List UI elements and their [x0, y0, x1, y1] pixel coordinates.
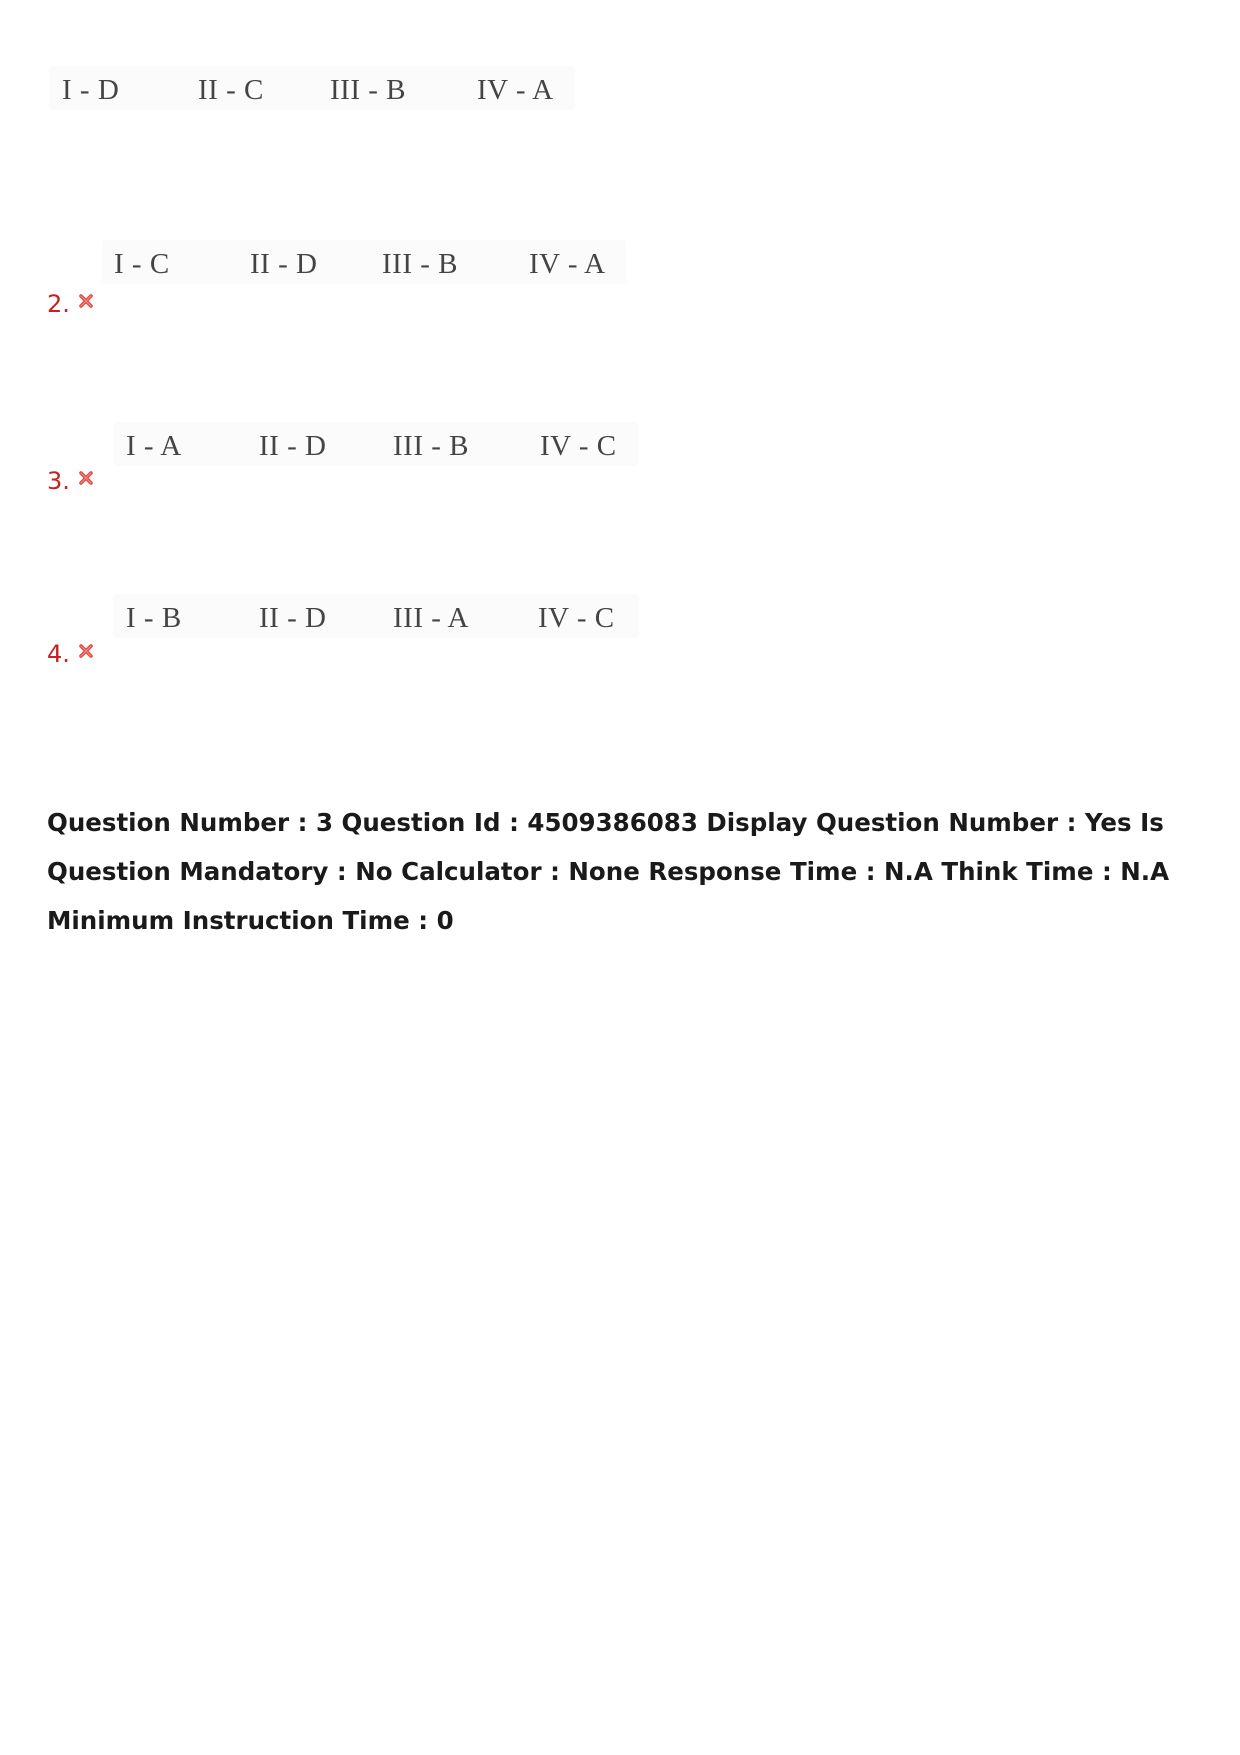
question-metadata: Question Number : 3 Question Id : 4509386083 Display Question Number : Yes Is Question Mandatory : No Calculator : None Response Time : N.A Think Time : N.A Minimum Instruction Time : 0 — [47, 808, 1170, 935]
pair-3: III - A — [393, 602, 469, 634]
pair-4: IV - C — [540, 430, 617, 462]
pair-2: II - D — [250, 248, 318, 280]
pair-4: IV - A — [529, 248, 606, 280]
option-number: 3. — [47, 467, 70, 495]
pair-1: I - A — [126, 430, 182, 462]
pair-1: I - B — [126, 602, 182, 634]
pair-3: III - B — [330, 74, 406, 106]
pair-2: II - D — [259, 430, 327, 462]
cross-icon — [78, 470, 94, 486]
pair-3: III - B — [393, 430, 469, 462]
pair-1: I - C — [114, 248, 170, 280]
pair-2: II - C — [198, 74, 264, 106]
option-3-image — [116, 424, 636, 464]
option-2-image — [104, 242, 624, 282]
pair-4: IV - A — [477, 74, 554, 106]
cross-icon — [78, 643, 94, 659]
pair-3: III - B — [382, 248, 458, 280]
pair-4: IV - C — [538, 602, 615, 634]
option-4-image — [116, 596, 636, 636]
option-1-image — [52, 68, 572, 108]
pair-1: I - D — [62, 74, 120, 106]
option-number: 2. — [47, 290, 70, 318]
cross-icon — [78, 293, 94, 309]
option-number: 4. — [47, 640, 70, 668]
pair-2: II - D — [259, 602, 327, 634]
